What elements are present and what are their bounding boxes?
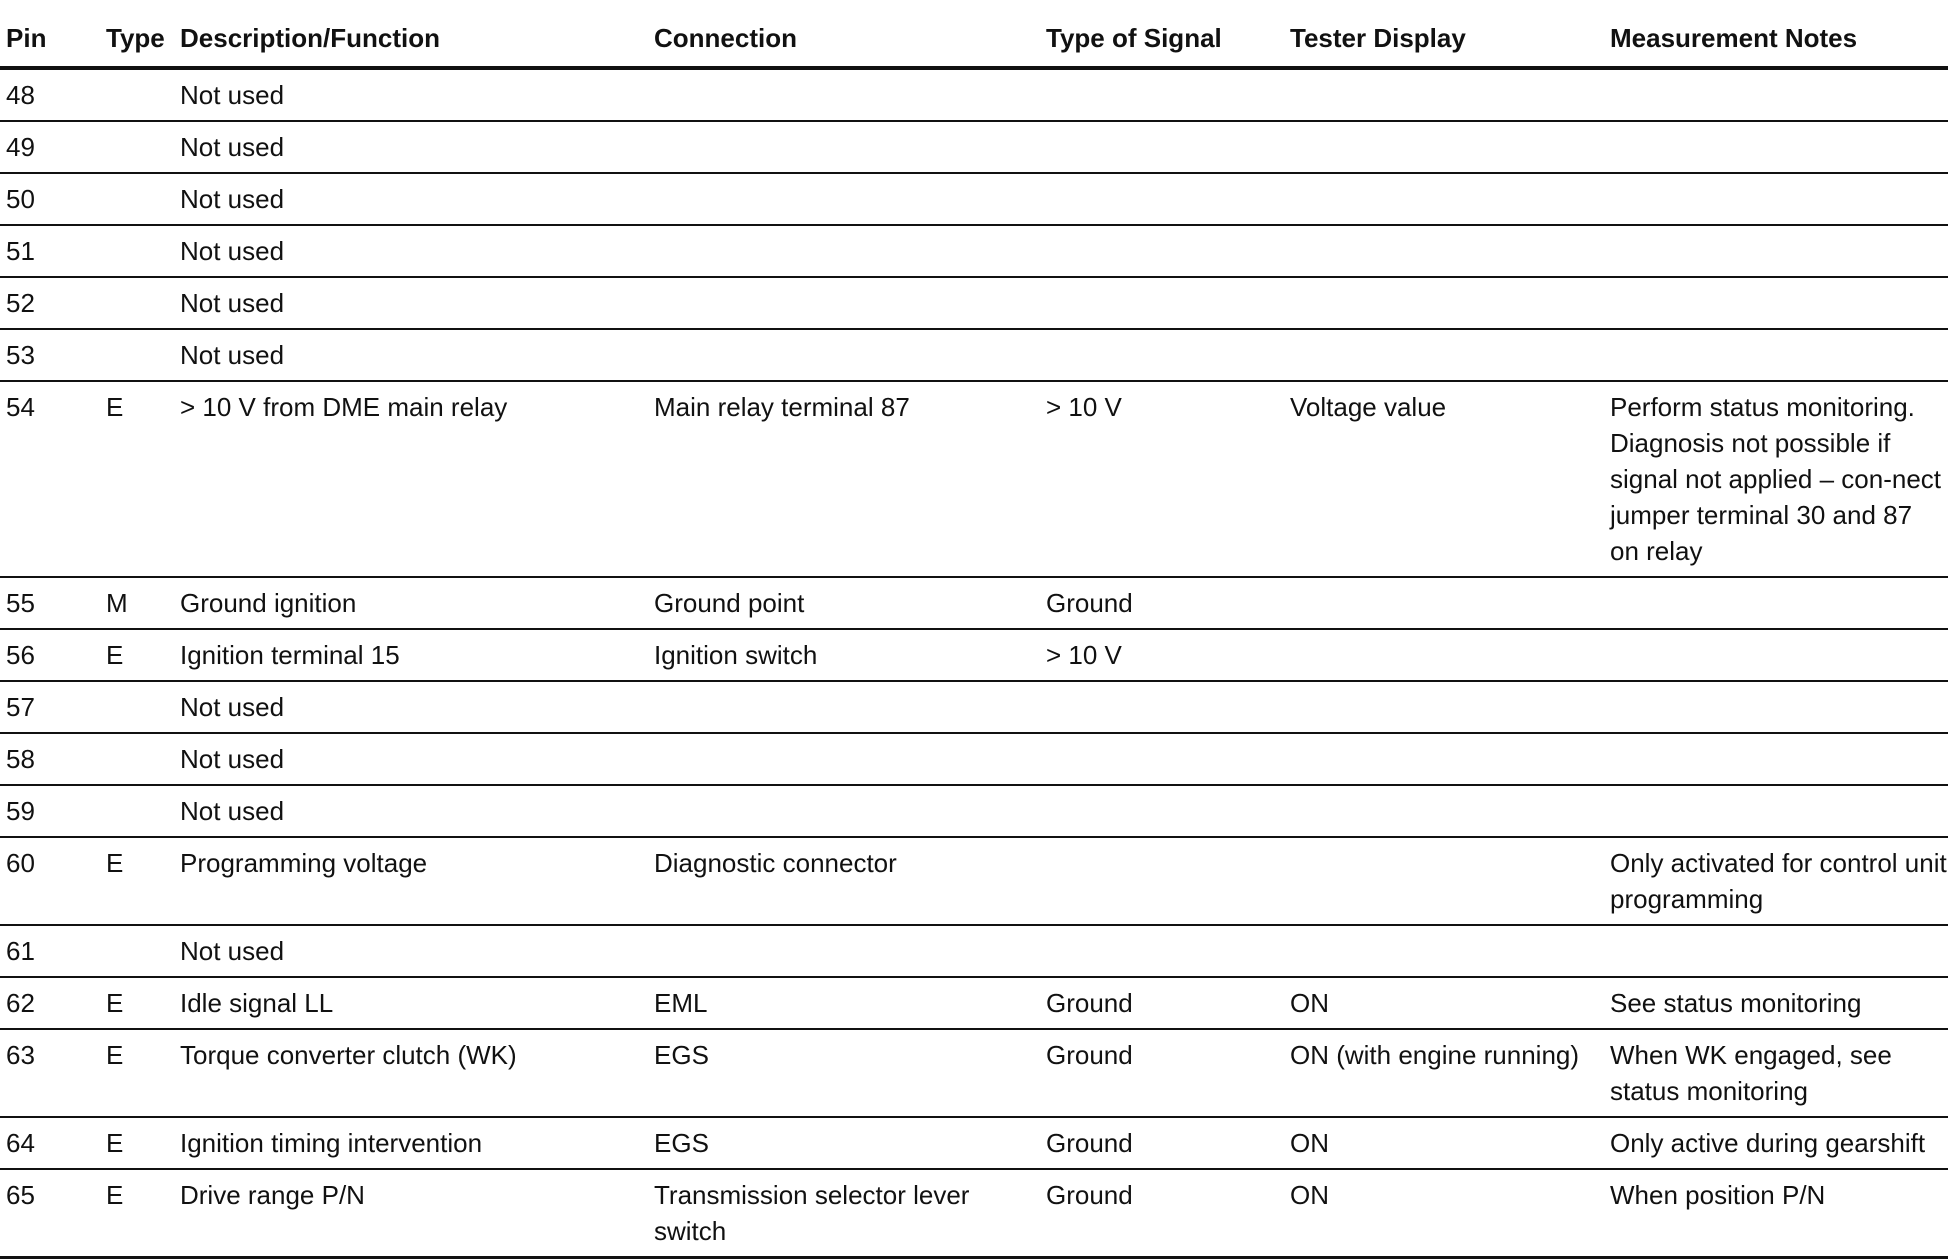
cell-connection: Diagnostic connector (648, 837, 1040, 925)
cell-measurement-notes (1604, 173, 1948, 225)
cell-pin: 65 (0, 1169, 86, 1258)
table-row (0, 733, 1948, 785)
cell-type (86, 785, 176, 837)
cell-measurement-notes: When WK engaged, see status monitoring (1604, 1029, 1948, 1117)
cell-pin: 58 (0, 733, 86, 785)
table-row (0, 173, 1948, 225)
cell-measurement-notes (1604, 577, 1948, 629)
cell-signal: Ground (1040, 1169, 1284, 1258)
cell-measurement-notes (1604, 329, 1948, 381)
cell-pin: 61 (0, 925, 86, 977)
cell-description: Ground ignition (176, 577, 648, 629)
table-row (0, 837, 1948, 925)
cell-signal: Ground (1040, 577, 1284, 629)
cell-description: Not used (176, 733, 648, 785)
cell-connection: EGS (648, 1117, 1040, 1169)
cell-measurement-notes (1604, 121, 1948, 173)
cell-type (86, 225, 176, 277)
cell-pin: 50 (0, 173, 86, 225)
cell-pin: 53 (0, 329, 86, 381)
cell-tester-display (1284, 329, 1604, 381)
cell-pin: 54 (0, 381, 86, 577)
cell-type (86, 68, 176, 121)
cell-tester-display: ON (with engine running) (1284, 1029, 1604, 1117)
table-row (0, 925, 1948, 977)
cell-signal (1040, 329, 1284, 381)
cell-connection (648, 277, 1040, 329)
cell-connection: Transmission selector lever switch (648, 1169, 1040, 1258)
header-description: Description/Function (176, 14, 648, 68)
pin-assignment-table (0, 14, 1948, 1259)
header-connection: Connection (648, 14, 1040, 68)
cell-type (86, 329, 176, 381)
cell-connection (648, 173, 1040, 225)
table-row (0, 681, 1948, 733)
cell-type: E (86, 977, 176, 1029)
cell-tester-display (1284, 785, 1604, 837)
cell-pin: 59 (0, 785, 86, 837)
cell-pin: 62 (0, 977, 86, 1029)
cell-pin: 55 (0, 577, 86, 629)
header-measurement-notes: Measurement Notes (1604, 14, 1948, 68)
cell-pin: 49 (0, 121, 86, 173)
cell-measurement-notes: Only activated for control unit programming (1604, 837, 1948, 925)
cell-type: E (86, 837, 176, 925)
cell-signal (1040, 837, 1284, 925)
cell-description: Programming voltage (176, 837, 648, 925)
cell-description: Not used (176, 173, 648, 225)
header-type: Type (86, 14, 176, 68)
cell-type (86, 733, 176, 785)
cell-pin: 63 (0, 1029, 86, 1117)
table-row (0, 785, 1948, 837)
cell-type: E (86, 1029, 176, 1117)
cell-description: Not used (176, 225, 648, 277)
cell-tester-display (1284, 577, 1604, 629)
cell-measurement-notes (1604, 733, 1948, 785)
table-row (0, 381, 1948, 577)
cell-type: E (86, 629, 176, 681)
cell-tester-display (1284, 925, 1604, 977)
cell-connection: EML (648, 977, 1040, 1029)
cell-measurement-notes: See status monitoring (1604, 977, 1948, 1029)
cell-type (86, 681, 176, 733)
cell-tester-display: ON (1284, 1169, 1604, 1258)
cell-pin: 48 (0, 68, 86, 121)
cell-description: Not used (176, 925, 648, 977)
cell-measurement-notes (1604, 681, 1948, 733)
cell-type (86, 277, 176, 329)
cell-type: E (86, 381, 176, 577)
cell-description: Torque converter clutch (WK) (176, 1029, 648, 1117)
cell-connection (648, 225, 1040, 277)
cell-connection (648, 329, 1040, 381)
cell-signal: Ground (1040, 1117, 1284, 1169)
cell-type (86, 925, 176, 977)
cell-description: Drive range P/N (176, 1169, 648, 1258)
cell-pin: 57 (0, 681, 86, 733)
cell-signal (1040, 225, 1284, 277)
cell-pin: 52 (0, 277, 86, 329)
cell-type: M (86, 577, 176, 629)
header-signal: Type of Signal (1040, 14, 1284, 68)
cell-signal (1040, 277, 1284, 329)
table-row (0, 1029, 1948, 1117)
cell-description: Not used (176, 121, 648, 173)
cell-pin: 56 (0, 629, 86, 681)
cell-tester-display (1284, 277, 1604, 329)
cell-description: Not used (176, 681, 648, 733)
cell-measurement-notes: Only active during gearshift (1604, 1117, 1948, 1169)
cell-pin: 60 (0, 837, 86, 925)
cell-pin: 51 (0, 225, 86, 277)
cell-type (86, 173, 176, 225)
header-tester-display: Tester Display (1284, 14, 1604, 68)
cell-description: Idle signal LL (176, 977, 648, 1029)
cell-type: E (86, 1169, 176, 1258)
cell-connection: EGS (648, 1029, 1040, 1117)
table-body (0, 68, 1948, 1258)
cell-signal (1040, 121, 1284, 173)
cell-type: E (86, 1117, 176, 1169)
cell-measurement-notes (1604, 925, 1948, 977)
cell-tester-display: ON (1284, 1117, 1604, 1169)
cell-connection (648, 733, 1040, 785)
cell-tester-display (1284, 225, 1604, 277)
cell-tester-display: ON (1284, 977, 1604, 1029)
cell-signal (1040, 785, 1284, 837)
cell-type (86, 121, 176, 173)
cell-signal (1040, 68, 1284, 121)
cell-connection (648, 681, 1040, 733)
cell-tester-display (1284, 68, 1604, 121)
cell-signal: Ground (1040, 1029, 1284, 1117)
cell-connection: Ignition switch (648, 629, 1040, 681)
cell-measurement-notes: Perform status monitoring. Diagnosis not possible if signal not applied – con-nect jumper terminal 30 and 87 on relay (1604, 381, 1948, 577)
cell-description: Not used (176, 329, 648, 381)
table-row (0, 1169, 1948, 1258)
table-row (0, 577, 1948, 629)
cell-measurement-notes (1604, 277, 1948, 329)
cell-tester-display (1284, 837, 1604, 925)
cell-description: Ignition timing intervention (176, 1117, 648, 1169)
cell-measurement-notes (1604, 68, 1948, 121)
table-row (0, 629, 1948, 681)
cell-tester-display (1284, 629, 1604, 681)
cell-signal: > 10 V (1040, 629, 1284, 681)
cell-signal: > 10 V (1040, 381, 1284, 577)
table-row (0, 977, 1948, 1029)
table-row (0, 121, 1948, 173)
cell-measurement-notes (1604, 785, 1948, 837)
header-pin: Pin (0, 14, 86, 68)
cell-measurement-notes (1604, 225, 1948, 277)
cell-connection (648, 925, 1040, 977)
table-header-row (0, 14, 1948, 68)
table-row (0, 277, 1948, 329)
cell-connection (648, 68, 1040, 121)
cell-connection (648, 121, 1040, 173)
cell-signal: Ground (1040, 977, 1284, 1029)
table-row (0, 225, 1948, 277)
cell-pin: 64 (0, 1117, 86, 1169)
cell-measurement-notes: When position P/N (1604, 1169, 1948, 1258)
cell-signal (1040, 681, 1284, 733)
cell-connection (648, 785, 1040, 837)
cell-tester-display (1284, 733, 1604, 785)
cell-measurement-notes (1604, 629, 1948, 681)
cell-tester-display (1284, 121, 1604, 173)
cell-signal (1040, 173, 1284, 225)
cell-tester-display (1284, 681, 1604, 733)
cell-description: > 10 V from DME main relay (176, 381, 648, 577)
cell-description: Ignition terminal 15 (176, 629, 648, 681)
cell-signal (1040, 733, 1284, 785)
cell-signal (1040, 925, 1284, 977)
cell-tester-display: Voltage value (1284, 381, 1604, 577)
cell-tester-display (1284, 173, 1604, 225)
cell-description: Not used (176, 277, 648, 329)
cell-description: Not used (176, 785, 648, 837)
table-row (0, 68, 1948, 121)
cell-description: Not used (176, 68, 648, 121)
table-row (0, 1117, 1948, 1169)
table-row (0, 329, 1948, 381)
cell-connection: Main relay terminal 87 (648, 381, 1040, 577)
cell-connection: Ground point (648, 577, 1040, 629)
